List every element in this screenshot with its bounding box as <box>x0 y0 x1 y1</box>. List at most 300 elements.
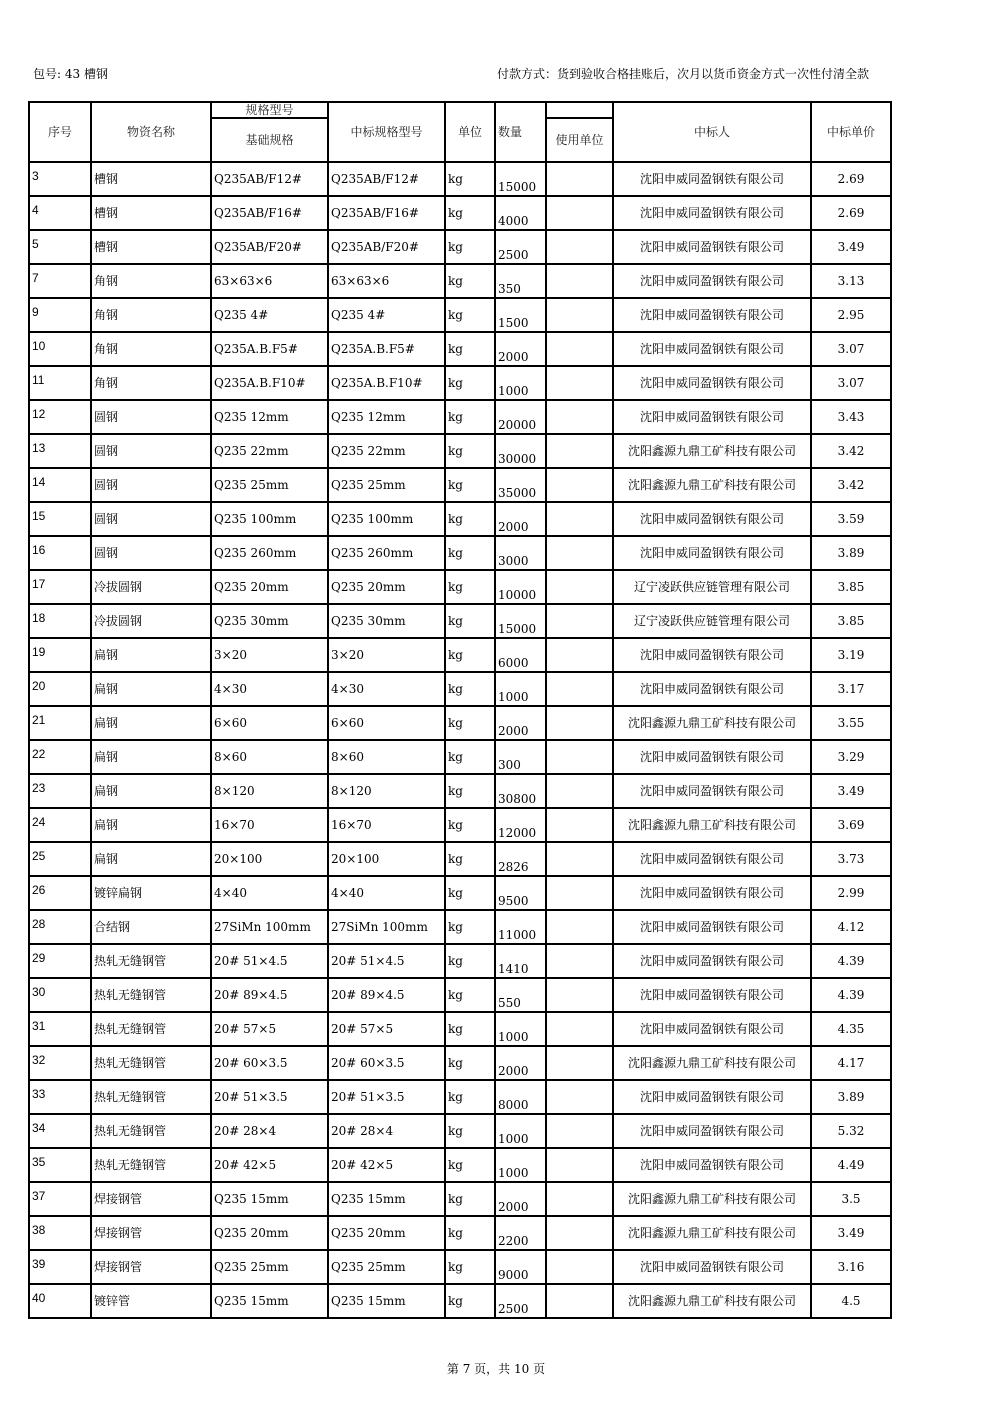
cell-unit <box>445 978 495 1012</box>
cell-seq <box>29 808 91 842</box>
cell-quantity <box>495 910 546 944</box>
cell-winner <box>613 672 811 706</box>
col-qty: 数量 <box>498 125 523 139</box>
cell-quantity <box>495 298 546 332</box>
cell-material-name-text: 扁钢 <box>94 716 119 730</box>
cell-winner <box>613 468 811 502</box>
table-row <box>29 910 891 944</box>
cell-base-spec-text: Q235A.B.F10# <box>214 376 306 390</box>
cell-winner <box>613 1012 811 1046</box>
cell-winner-text: 沈阳鑫源九鼎工矿科技有限公司 <box>627 1192 796 1206</box>
cell-unit <box>445 706 495 740</box>
col-qty-header <box>495 102 546 162</box>
cell-base-spec <box>211 1284 328 1318</box>
cell-base-spec-text: Q235AB/F20# <box>214 240 302 254</box>
cell-winner-text: 辽宁凌跃供应链管理有限公司 <box>633 614 790 628</box>
cell-quantity-text: 2000 <box>498 520 529 534</box>
cell-winner-text: 辽宁凌跃供应链管理有限公司 <box>633 580 790 594</box>
cell-unit-text: kg <box>448 852 463 866</box>
cell-seq <box>29 604 91 638</box>
cell-quantity-text: 1000 <box>498 1030 529 1044</box>
cell-unit-price-text: 3.73 <box>837 852 865 866</box>
cell-winner-text: 沈阳鑫源九鼎工矿科技有限公司 <box>627 478 796 492</box>
cell-material-name-text: 合结钢 <box>94 920 131 934</box>
cell-unit-price-text: 3.13 <box>837 274 865 288</box>
table-row <box>29 1012 891 1046</box>
cell-quantity <box>495 434 546 468</box>
cell-bid-spec <box>328 944 445 978</box>
cell-material-name-text: 焊接钢管 <box>94 1226 143 1240</box>
cell-material-name-text: 槽钢 <box>94 240 119 254</box>
cell-seq-text: 10 <box>32 339 46 353</box>
cell-unit-price-text: 3.16 <box>837 1260 865 1274</box>
cell-unit-text: kg <box>448 682 463 696</box>
cell-base-spec-text: 16×70 <box>214 818 255 832</box>
cell-material-name-text: 热轧无缝钢管 <box>94 1056 167 1070</box>
cell-unit-price-text: 3.17 <box>837 682 865 696</box>
cell-unit-text: kg <box>448 376 463 390</box>
table-row <box>29 774 891 808</box>
cell-unit <box>445 1148 495 1182</box>
col-unit: 单位 <box>457 125 482 139</box>
cell-seq <box>29 332 91 366</box>
cell-base-spec <box>211 944 328 978</box>
cell-material-name-text: 圆钢 <box>94 546 119 560</box>
cell-bid-spec-text: 8×120 <box>331 784 372 798</box>
cell-user-unit <box>546 638 613 672</box>
cell-base-spec <box>211 1046 328 1080</box>
cell-material-name <box>91 774 211 808</box>
cell-user-unit-text <box>547 979 612 1011</box>
cell-base-spec-text: Q235 12mm <box>214 410 289 424</box>
cell-bid-spec-text: Q235AB/F20# <box>331 240 419 254</box>
table-row <box>29 1250 891 1284</box>
cell-bid-spec-text: Q235 12mm <box>331 410 406 424</box>
cell-unit-price-text: 5.32 <box>837 1124 865 1138</box>
cell-bid-spec <box>328 332 445 366</box>
table-row <box>29 944 891 978</box>
cell-base-spec <box>211 1114 328 1148</box>
cell-user-unit-text <box>547 741 612 773</box>
table-row <box>29 400 891 434</box>
table-row <box>29 196 891 230</box>
cell-base-spec <box>211 706 328 740</box>
cell-bid-spec-text: 63×63×6 <box>331 274 390 288</box>
cell-material-name <box>91 808 211 842</box>
cell-material-name-text: 扁钢 <box>94 818 119 832</box>
cell-base-spec-text: 20# 89×4.5 <box>214 988 288 1002</box>
cell-unit-price <box>811 196 891 230</box>
col-user-unit-top-blank <box>547 103 612 117</box>
cell-bid-spec <box>328 638 445 672</box>
cell-quantity <box>495 876 546 910</box>
cell-unit-price <box>811 434 891 468</box>
cell-unit-price-text: 4.17 <box>837 1056 865 1070</box>
col-price: 中标单价 <box>826 125 875 139</box>
cell-base-spec-text: Q235 20mm <box>214 580 289 594</box>
cell-material-name <box>91 196 211 230</box>
cell-material-name-text: 槽钢 <box>94 172 119 186</box>
cell-quantity <box>495 1114 546 1148</box>
table-row <box>29 1182 891 1216</box>
cell-winner-text: 沈阳申威同盈钢铁有限公司 <box>639 410 784 424</box>
cell-quantity-text: 8000 <box>498 1098 529 1112</box>
cell-seq-text: 26 <box>32 883 46 897</box>
cell-seq-text: 21 <box>32 713 46 727</box>
cell-seq <box>29 1148 91 1182</box>
table-row <box>29 502 891 536</box>
cell-quantity-text: 1410 <box>498 962 529 976</box>
cell-winner <box>613 1148 811 1182</box>
cell-unit-price <box>811 1216 891 1250</box>
cell-winner <box>613 944 811 978</box>
cell-unit-price <box>811 1080 891 1114</box>
cell-unit-price-text: 3.19 <box>837 648 865 662</box>
cell-material-name-text: 扁钢 <box>94 682 119 696</box>
cell-material-name-text: 角钢 <box>94 376 119 390</box>
cell-base-spec <box>211 570 328 604</box>
cell-seq <box>29 366 91 400</box>
cell-quantity-text: 2000 <box>498 724 529 738</box>
cell-seq-text: 25 <box>32 849 46 863</box>
cell-winner <box>613 502 811 536</box>
cell-winner <box>613 638 811 672</box>
cell-unit-price <box>811 1046 891 1080</box>
table-row <box>29 332 891 366</box>
cell-winner-text: 沈阳鑫源九鼎工矿科技有限公司 <box>627 716 796 730</box>
cell-unit-text: kg <box>448 1124 463 1138</box>
cell-base-spec-text: Q235AB/F16# <box>214 206 302 220</box>
cell-material-name <box>91 264 211 298</box>
table-row <box>29 298 891 332</box>
cell-bid-spec-text: Q235 25mm <box>331 478 406 492</box>
cell-seq <box>29 1250 91 1284</box>
cell-user-unit-text <box>547 945 612 977</box>
cell-material-name-text: 镀锌扁钢 <box>94 886 143 900</box>
cell-quantity-text: 550 <box>498 996 521 1010</box>
col-bid-spec-header <box>328 102 445 162</box>
cell-unit-price <box>811 672 891 706</box>
cell-winner-text: 沈阳申威同盈钢铁有限公司 <box>639 648 784 662</box>
cell-unit-price <box>811 978 891 1012</box>
cell-unit-price <box>811 570 891 604</box>
cell-bid-spec-text: Q235 15mm <box>331 1192 406 1206</box>
cell-quantity <box>495 978 546 1012</box>
cell-unit-text: kg <box>448 546 463 560</box>
cell-quantity <box>495 196 546 230</box>
cell-base-spec <box>211 162 328 196</box>
cell-quantity-text: 4000 <box>498 214 529 228</box>
cell-seq-text: 29 <box>32 951 46 965</box>
cell-user-unit <box>546 162 613 196</box>
cell-unit-text: kg <box>448 614 463 628</box>
cell-user-unit <box>546 264 613 298</box>
payment-terms: 付款方式：货到验收合格挂账后，次月以货币资金方式一次性付清全款 <box>497 67 870 81</box>
cell-unit-text: kg <box>448 1294 463 1308</box>
cell-quantity-text: 20000 <box>498 418 537 432</box>
cell-user-unit-text <box>547 843 612 875</box>
cell-user-unit <box>546 536 613 570</box>
cell-base-spec <box>211 638 328 672</box>
cell-unit-price-text: 3.69 <box>837 818 865 832</box>
cell-seq <box>29 468 91 502</box>
cell-winner <box>613 434 811 468</box>
cell-bid-spec-text: 20# 60×3.5 <box>331 1056 405 1070</box>
cell-unit-text: kg <box>448 172 463 186</box>
cell-unit <box>445 1114 495 1148</box>
cell-material-name-text: 热轧无缝钢管 <box>94 1090 167 1104</box>
cell-user-unit <box>546 808 613 842</box>
cell-unit-price-text: 4.39 <box>837 954 865 968</box>
cell-unit-text: kg <box>448 716 463 730</box>
cell-seq <box>29 944 91 978</box>
cell-user-unit <box>546 230 613 264</box>
cell-user-unit <box>546 944 613 978</box>
cell-material-name <box>91 706 211 740</box>
table-row <box>29 978 891 1012</box>
cell-winner-text: 沈阳申威同盈钢铁有限公司 <box>639 1090 784 1104</box>
cell-base-spec-text: Q235 30mm <box>214 614 289 628</box>
cell-unit <box>445 468 495 502</box>
cell-base-spec <box>211 536 328 570</box>
cell-user-unit <box>546 434 613 468</box>
cell-quantity <box>495 1182 546 1216</box>
cell-material-name <box>91 604 211 638</box>
cell-bid-spec <box>328 842 445 876</box>
cell-base-spec <box>211 1182 328 1216</box>
cell-bid-spec <box>328 536 445 570</box>
cell-unit-price <box>811 808 891 842</box>
cell-unit-price-text: 2.69 <box>837 172 865 186</box>
table-row <box>29 672 891 706</box>
cell-winner <box>613 400 811 434</box>
cell-unit-price <box>811 706 891 740</box>
cell-user-unit <box>546 298 613 332</box>
cell-base-spec-text: Q235 15mm <box>214 1294 289 1308</box>
cell-unit-price <box>811 366 891 400</box>
cell-bid-spec <box>328 706 445 740</box>
cell-bid-spec <box>328 468 445 502</box>
cell-unit <box>445 910 495 944</box>
cell-winner-text: 沈阳申威同盈钢铁有限公司 <box>639 206 784 220</box>
cell-quantity-text: 2826 <box>498 860 529 874</box>
cell-quantity-text: 15000 <box>498 180 537 194</box>
cell-winner <box>613 1080 811 1114</box>
cell-winner-text: 沈阳申威同盈钢铁有限公司 <box>639 920 784 934</box>
cell-quantity-text: 1000 <box>498 384 529 398</box>
cell-winner-text: 沈阳申威同盈钢铁有限公司 <box>639 954 784 968</box>
cell-unit-text: kg <box>448 512 463 526</box>
cell-user-unit <box>546 978 613 1012</box>
cell-base-spec-text: 20# 57×5 <box>214 1022 277 1036</box>
cell-winner <box>613 230 811 264</box>
cell-base-spec <box>211 502 328 536</box>
cell-quantity <box>495 672 546 706</box>
cell-base-spec-text: 20# 51×4.5 <box>214 954 288 968</box>
cell-bid-spec-text: 20# 51×3.5 <box>331 1090 405 1104</box>
cell-unit-text: kg <box>448 342 463 356</box>
cell-material-name <box>91 502 211 536</box>
table-row <box>29 1046 891 1080</box>
cell-unit-text: kg <box>448 206 463 220</box>
cell-material-name <box>91 1182 211 1216</box>
cell-unit-text: kg <box>448 274 463 288</box>
col-price-header <box>811 102 891 162</box>
cell-unit <box>445 638 495 672</box>
cell-bid-spec <box>328 1114 445 1148</box>
cell-base-spec-text: Q235 15mm <box>214 1192 289 1206</box>
cell-material-name <box>91 910 211 944</box>
col-user-unit-top <box>546 102 613 118</box>
cell-user-unit-text <box>547 1251 612 1283</box>
cell-unit <box>445 808 495 842</box>
cell-bid-spec-text: 20# 42×5 <box>331 1158 394 1172</box>
cell-base-spec <box>211 876 328 910</box>
cell-seq <box>29 740 91 774</box>
cell-material-name <box>91 876 211 910</box>
cell-seq-text: 12 <box>32 407 46 421</box>
cell-seq-text: 20 <box>32 679 46 693</box>
cell-bid-spec-text: 6×60 <box>331 716 364 730</box>
cell-winner-text: 沈阳鑫源九鼎工矿科技有限公司 <box>627 444 796 458</box>
cell-bid-spec <box>328 162 445 196</box>
table-row <box>29 740 891 774</box>
cell-material-name-text: 热轧无缝钢管 <box>94 1022 167 1036</box>
cell-winner-text: 沈阳申威同盈钢铁有限公司 <box>639 1022 784 1036</box>
cell-user-unit-text <box>547 1081 612 1113</box>
cell-quantity <box>495 230 546 264</box>
cell-user-unit <box>546 1216 613 1250</box>
cell-quantity <box>495 332 546 366</box>
cell-quantity <box>495 1080 546 1114</box>
cell-unit-text: kg <box>448 1056 463 1070</box>
cell-material-name-text: 圆钢 <box>94 512 119 526</box>
cell-bid-spec-text: Q235 20mm <box>331 1226 406 1240</box>
cell-unit-price <box>811 1148 891 1182</box>
table-row <box>29 1148 891 1182</box>
col-winner: 中标人 <box>693 125 730 139</box>
cell-material-name-text: 扁钢 <box>94 784 119 798</box>
cell-quantity <box>495 1284 546 1318</box>
cell-user-unit <box>546 1114 613 1148</box>
cell-seq <box>29 162 91 196</box>
cell-user-unit <box>546 1046 613 1080</box>
col-user-unit-header <box>546 118 613 162</box>
cell-base-spec-text: 27SiMn 100mm <box>214 920 311 934</box>
table-row <box>29 264 891 298</box>
cell-unit-price-text: 3.5 <box>841 1192 861 1206</box>
cell-quantity-text: 1000 <box>498 1166 529 1180</box>
cell-quantity <box>495 400 546 434</box>
cell-quantity <box>495 1012 546 1046</box>
cell-bid-spec <box>328 910 445 944</box>
cell-quantity-text: 35000 <box>498 486 537 500</box>
cell-seq <box>29 1216 91 1250</box>
cell-material-name-text: 扁钢 <box>94 750 119 764</box>
cell-unit <box>445 298 495 332</box>
cell-base-spec <box>211 264 328 298</box>
cell-user-unit <box>546 740 613 774</box>
cell-base-spec <box>211 434 328 468</box>
cell-unit-text: kg <box>448 1192 463 1206</box>
cell-unit-text: kg <box>448 1226 463 1240</box>
cell-bid-spec-text: 4×30 <box>331 682 364 696</box>
cell-bid-spec-text: 20# 28×4 <box>331 1124 394 1138</box>
cell-user-unit <box>546 876 613 910</box>
cell-winner <box>613 366 811 400</box>
cell-quantity-text: 12000 <box>498 826 537 840</box>
cell-material-name-text: 扁钢 <box>94 648 119 662</box>
cell-base-spec-text: 4×40 <box>214 886 247 900</box>
cell-quantity <box>495 468 546 502</box>
cell-unit-price <box>811 876 891 910</box>
cell-seq <box>29 1114 91 1148</box>
cell-seq <box>29 230 91 264</box>
cell-unit <box>445 672 495 706</box>
cell-unit-price <box>811 400 891 434</box>
cell-winner <box>613 298 811 332</box>
cell-user-unit <box>546 570 613 604</box>
cell-base-spec <box>211 298 328 332</box>
cell-winner-text: 沈阳申威同盈钢铁有限公司 <box>639 852 784 866</box>
cell-base-spec-text: Q235 100mm <box>214 512 297 526</box>
cell-unit-price <box>811 1114 891 1148</box>
table-row <box>29 434 891 468</box>
cell-material-name <box>91 1216 211 1250</box>
cell-quantity <box>495 1250 546 1284</box>
cell-base-spec <box>211 468 328 502</box>
cell-user-unit-text <box>547 1115 612 1147</box>
cell-unit-text: kg <box>448 444 463 458</box>
cell-material-name-text: 焊接钢管 <box>94 1192 143 1206</box>
cell-unit <box>445 366 495 400</box>
cell-seq <box>29 1012 91 1046</box>
cell-quantity <box>495 570 546 604</box>
cell-seq-text: 22 <box>32 747 46 761</box>
cell-unit <box>445 842 495 876</box>
cell-bid-spec <box>328 1046 445 1080</box>
cell-seq <box>29 1182 91 1216</box>
cell-seq <box>29 842 91 876</box>
cell-material-name-text: 角钢 <box>94 308 119 322</box>
cell-base-spec <box>211 1012 328 1046</box>
cell-winner <box>613 264 811 298</box>
cell-unit <box>445 400 495 434</box>
cell-material-name <box>91 672 211 706</box>
cell-base-spec-text: Q235 22mm <box>214 444 289 458</box>
col-seq-header <box>29 102 91 162</box>
cell-bid-spec-text: 20# 57×5 <box>331 1022 394 1036</box>
table-row <box>29 706 891 740</box>
cell-quantity <box>495 842 546 876</box>
cell-base-spec <box>211 978 328 1012</box>
cell-bid-spec-text: Q235A.B.F10# <box>331 376 423 390</box>
cell-base-spec-text: 20×100 <box>214 852 263 866</box>
cell-unit-price <box>811 842 891 876</box>
cell-bid-spec <box>328 230 445 264</box>
cell-seq <box>29 1284 91 1318</box>
cell-quantity-text: 30000 <box>498 452 537 466</box>
cell-quantity-text: 6000 <box>498 656 529 670</box>
cell-unit-price-text: 3.55 <box>837 716 865 730</box>
cell-base-spec-text: 20# 28×4 <box>214 1124 277 1138</box>
cell-user-unit <box>546 468 613 502</box>
cell-unit-price-text: 3.42 <box>837 444 865 458</box>
table-row <box>29 876 891 910</box>
cell-seq-text: 32 <box>32 1053 46 1067</box>
cell-user-unit <box>546 196 613 230</box>
cell-unit-price <box>811 774 891 808</box>
